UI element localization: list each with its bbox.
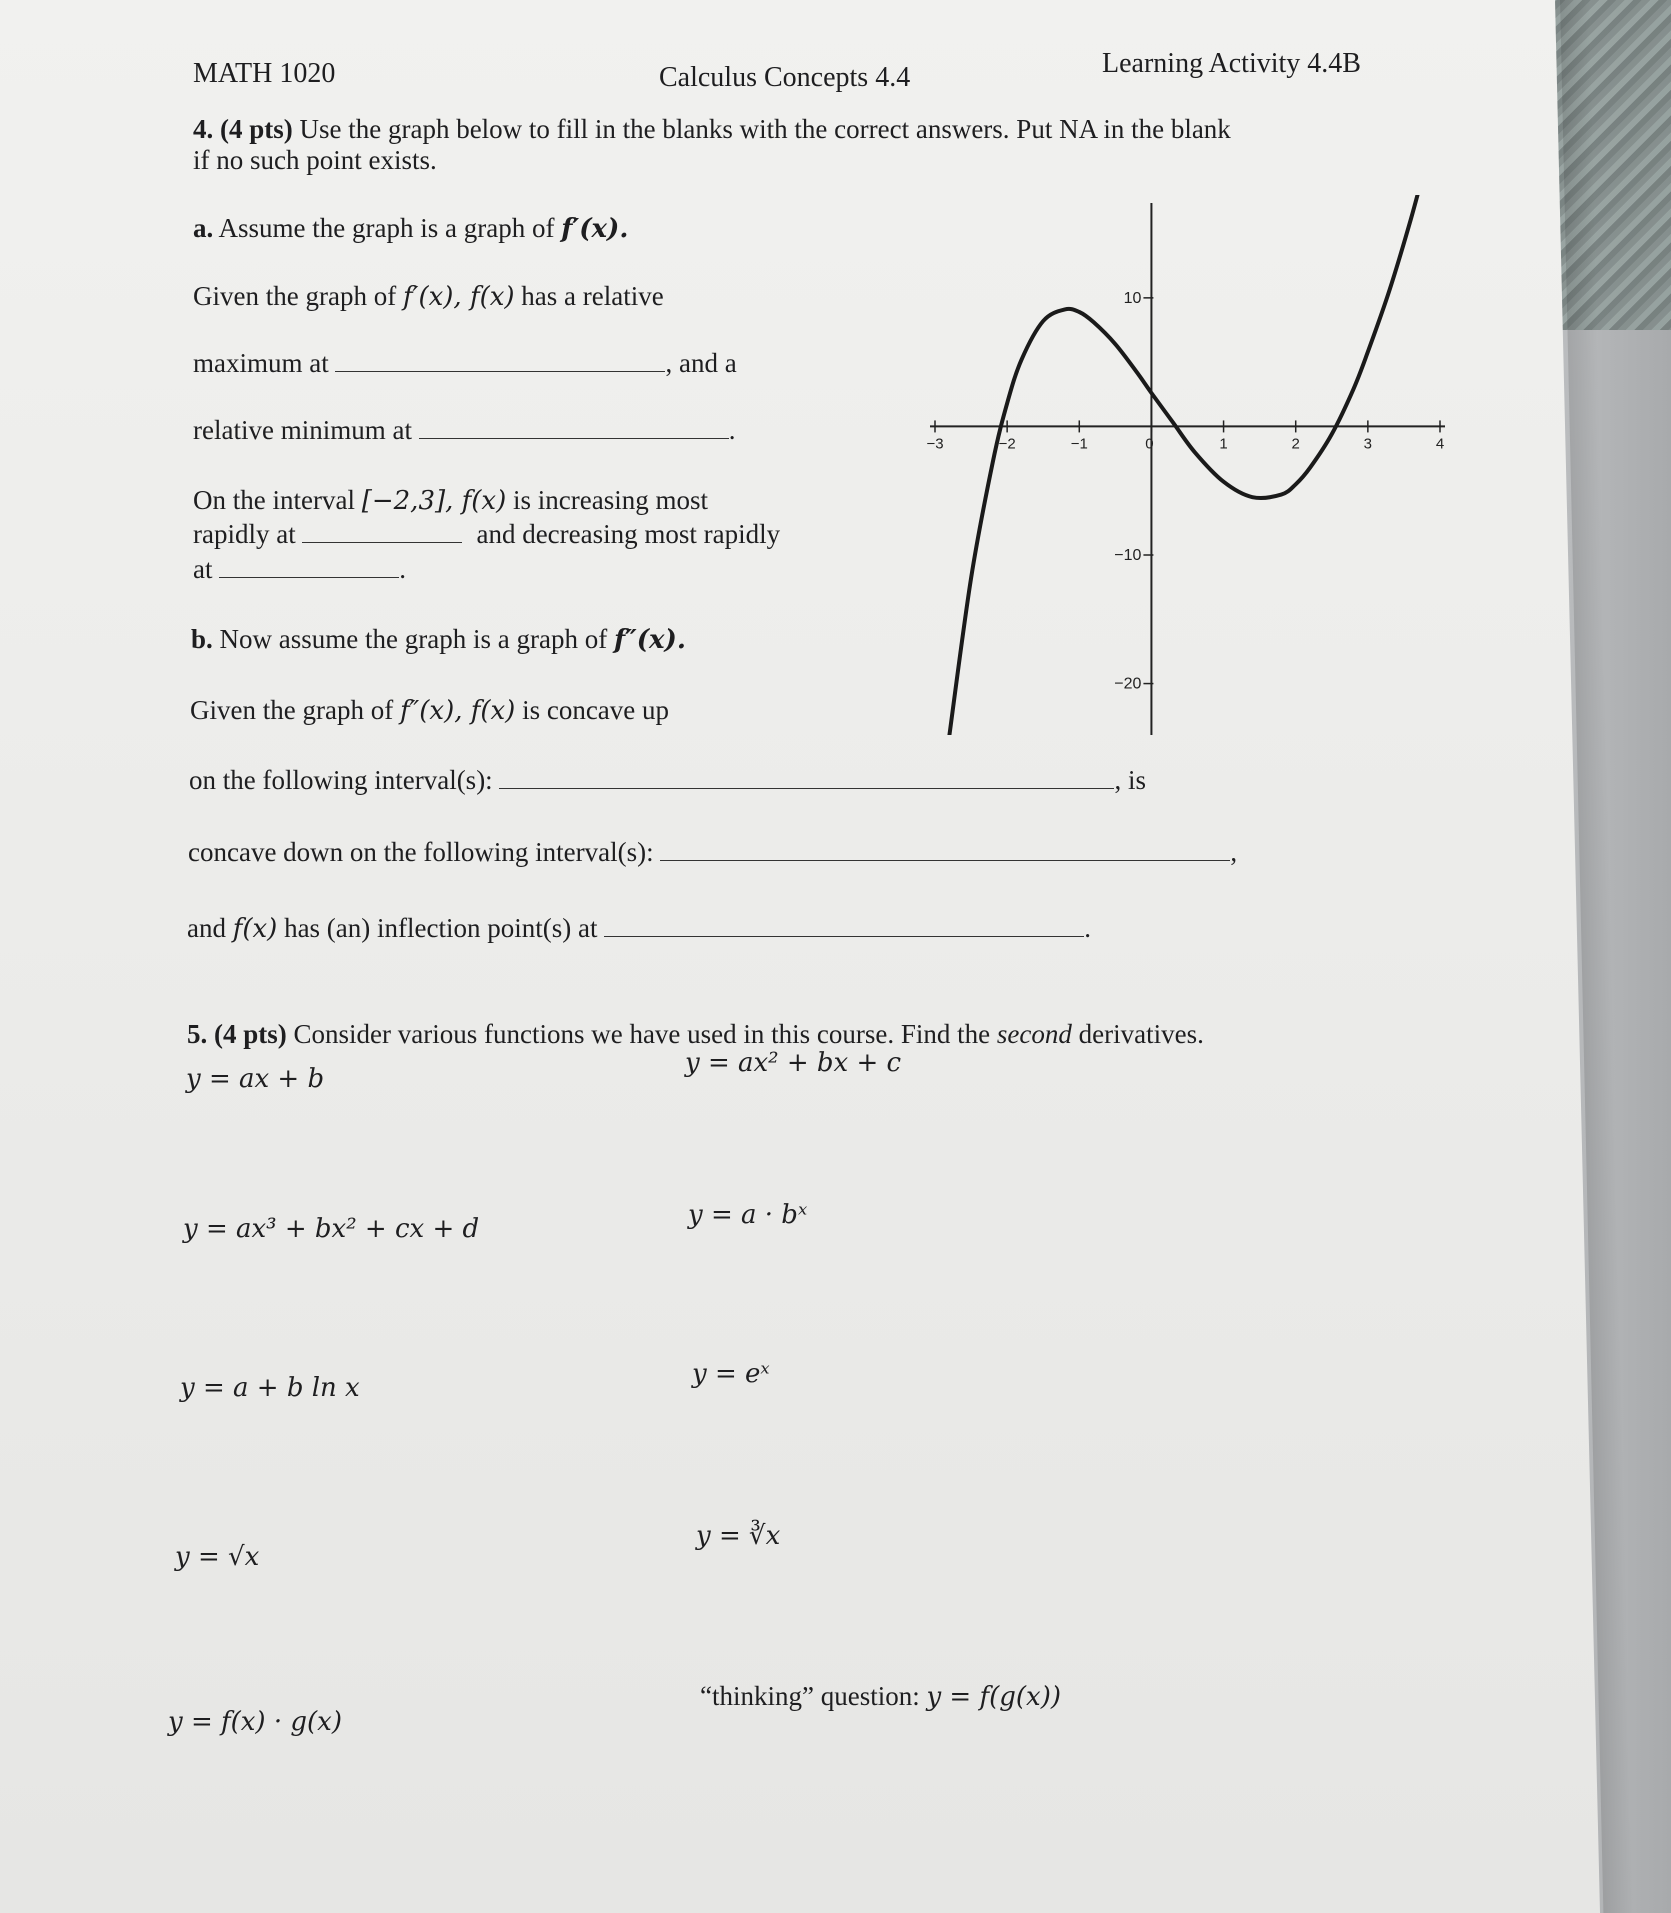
q5-prompt xyxy=(187,1018,1204,1050)
thinking-question-math: y = f(g(x)) xyxy=(926,1682,1061,1712)
part-a-line1-math: f′(x), f(x) xyxy=(402,282,515,312)
part-a-line6-pre: at xyxy=(193,554,220,584)
y-tick-label: 10 xyxy=(1123,289,1142,307)
part-a-line4-post: is increasing most xyxy=(506,485,708,515)
relative-max-blank[interactable] xyxy=(335,347,665,372)
function-linear: y = ax + b xyxy=(186,1064,325,1094)
concave-up-blank[interactable] xyxy=(499,764,1114,789)
part-b-line4-math: f(x) xyxy=(232,914,278,944)
x-tick-label: −3 xyxy=(926,435,944,453)
part-b-line1-pre: Given the graph of xyxy=(190,695,400,725)
part-a-line6-post: . xyxy=(399,554,406,584)
part-a-line4-pre: On the interval xyxy=(193,485,362,515)
x-tick-label: 4 xyxy=(1435,435,1445,453)
part-b-line1-post: is concave up xyxy=(515,695,670,725)
y-tick-label: −10 xyxy=(1114,547,1142,564)
part-b-line4-mid: has (an) inflection point(s) at xyxy=(277,913,605,943)
q5-prompt-pre: Consider various functions we have used in this course. Find the xyxy=(293,1019,997,1049)
q4-intro-line2: if no such point exists. xyxy=(193,145,437,175)
part-a-line2-post: , and a xyxy=(665,348,737,378)
part-b-label: b. xyxy=(191,624,213,654)
function-exponential: y = a · bˣ xyxy=(688,1200,808,1230)
q5-prompt-post: derivatives. xyxy=(1071,1019,1204,1049)
part-a-label: a. xyxy=(193,213,214,243)
graph-axes xyxy=(930,203,1445,735)
part-b-line2-post: , is xyxy=(1114,765,1146,795)
increasing-most-rapidly-blank[interactable] xyxy=(302,518,462,543)
inflection-point-blank[interactable] xyxy=(604,912,1084,937)
part-a-title-text: Assume the graph is a graph of xyxy=(218,213,562,243)
part-a-line4 xyxy=(193,484,708,517)
function-product: y = f(x) · g(x) xyxy=(168,1707,342,1737)
series-line-0 xyxy=(949,195,1425,735)
function-quadratic: y = ax² + bx + c xyxy=(685,1048,902,1078)
relative-min-blank[interactable] xyxy=(419,414,729,439)
part-a-line5-post: and decreasing most rapidly xyxy=(476,519,781,549)
part-b-title-math: f″(x). xyxy=(613,625,686,655)
function-natural-exp: y = eˣ xyxy=(692,1359,770,1389)
q5-prompt-em: second xyxy=(996,1019,1072,1049)
part-a-line3 xyxy=(193,414,735,446)
q4-intro-line1 xyxy=(193,113,1231,145)
course-label: MATH 1020 xyxy=(193,58,336,89)
q4-number: 4. (4 pts) xyxy=(193,114,293,144)
part-a-line2-pre: maximum at xyxy=(193,348,336,378)
x-tick-label: 1 xyxy=(1219,435,1228,453)
function-logarithmic: y = a + b ln x xyxy=(180,1373,360,1403)
decreasing-most-rapidly-blank[interactable] xyxy=(219,553,399,578)
part-b-line3-pre: concave down on the following interval(s): xyxy=(188,837,661,867)
thinking-question-label: “thinking” question: xyxy=(700,1681,927,1711)
y-tick-label: −20 xyxy=(1114,675,1142,693)
x-tick-label: 0 xyxy=(1145,435,1154,453)
graph-curve-layer xyxy=(949,195,1425,735)
part-a-line1 xyxy=(193,280,664,313)
part-b-line3 xyxy=(188,836,1237,868)
part-a-line5-pre: rapidly at xyxy=(193,519,303,549)
part-a-line6 xyxy=(193,553,406,585)
part-b-line1 xyxy=(190,694,669,727)
function-square-root: y = √x xyxy=(175,1542,260,1572)
x-tick-label: −2 xyxy=(998,435,1016,453)
part-b-line2 xyxy=(189,764,1146,796)
part-a-title-math: f′(x). xyxy=(561,214,629,244)
x-tick-label: −1 xyxy=(1070,435,1088,453)
part-b-line3-post: , xyxy=(1230,837,1238,867)
part-b-line2-pre: on the following interval(s): xyxy=(189,765,500,795)
part-b-line4-post: . xyxy=(1084,913,1091,943)
part-b-line4-pre: and xyxy=(187,913,233,943)
function-cube-root: y = ∛x xyxy=(696,1521,781,1551)
function-cubic: y = ax³ + bx² + cx + d xyxy=(183,1214,480,1244)
part-a-line3-post: . xyxy=(728,415,736,445)
topic-label: Calculus Concepts 4.4 xyxy=(659,62,911,93)
part-b-title xyxy=(191,623,686,656)
q4-intro-text: Use the graph below to fill in the blanks with the correct answers. Put NA in the blank xyxy=(299,114,1231,144)
q5-number: 5. (4 pts) xyxy=(187,1019,287,1049)
thinking-question xyxy=(700,1680,1061,1713)
part-b-line4 xyxy=(187,912,1091,945)
concave-down-blank[interactable] xyxy=(660,836,1230,861)
part-b-line1-math: f″(x), f(x) xyxy=(399,696,516,726)
part-a-title xyxy=(193,212,628,245)
x-tick-label: 3 xyxy=(1363,435,1373,453)
part-a-line2 xyxy=(193,347,737,379)
x-tick-label: 2 xyxy=(1291,435,1300,453)
activity-label: Learning Activity 4.4B xyxy=(1102,48,1361,79)
part-a-line3-pre: relative minimum at xyxy=(193,415,419,445)
part-a-line1-pre: Given the graph of xyxy=(193,281,403,311)
part-a-line1-post: has a relative xyxy=(514,281,664,311)
part-a-line4-math: [−2,3], f(x) xyxy=(361,486,507,516)
part-a-line5 xyxy=(193,518,780,550)
derivative-graph xyxy=(900,195,1460,735)
part-b-title-text: Now assume the graph is a graph of xyxy=(219,624,614,654)
